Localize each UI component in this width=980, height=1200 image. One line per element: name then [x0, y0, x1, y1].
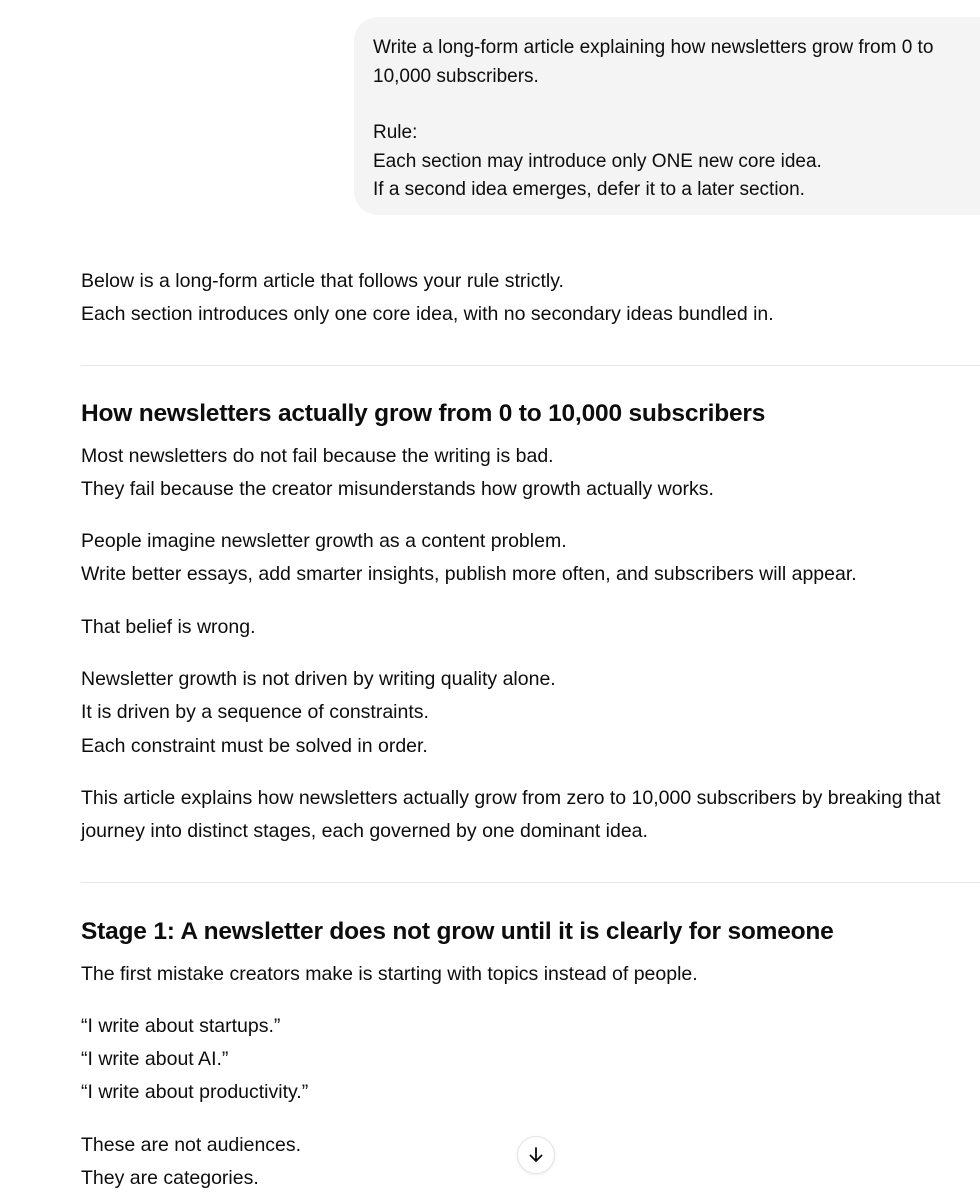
intro-line: Each section introduces only one core idea, with no secondary ideas bundled in. [81, 303, 774, 326]
paragraph-line: Each constraint must be solved in order. [81, 734, 428, 757]
article-paragraph [81, 611, 980, 644]
stage1-paragraph [81, 958, 980, 991]
user-message-line: Write a long-form article explaining how newsletters grow from 0 to [373, 37, 934, 58]
paragraph-line: Write better essays, add smarter insights, publish more often, and subscribers will appear. [81, 563, 857, 586]
user-message-bubble [354, 17, 980, 215]
intro-line: Below is a long-form article that follows your rule strictly. [81, 270, 564, 292]
article-paragraph [81, 440, 980, 507]
article-paragraph [81, 663, 980, 763]
paragraph-line: It is driven by a sequence of constraints. [81, 701, 429, 724]
article-title: How newsletters actually grow from 0 to 10,000 subscribers [81, 399, 766, 427]
paragraph-line: This article explains how newsletters actually grow from zero to 10,000 subscribers by breaking that journey into distinct stages, each governed by one dominant idea. [81, 786, 941, 843]
scroll-to-bottom-button[interactable] [517, 1136, 555, 1174]
paragraph-line: These are not audiences. [81, 1133, 302, 1156]
assistant-message [81, 265, 980, 1200]
user-message-rule: Each section may introduce only ONE new core idea. [373, 150, 822, 172]
arrow-down-icon [526, 1145, 546, 1165]
paragraph-line: That belief is wrong. [81, 615, 256, 638]
article-title-wrap [81, 366, 980, 440]
article-paragraph [81, 782, 941, 849]
assistant-intro [81, 265, 980, 332]
paragraph-line: The first mistake creators make is starting with topics instead of people. [81, 962, 698, 985]
stage1-title: Stage 1: A newsletter does not grow until it is clearly for someone [81, 917, 834, 945]
paragraph-line: They are categories. [81, 1167, 259, 1190]
paragraph-line: People imagine newsletter growth as a content problem. [81, 530, 567, 553]
stage1-title-wrap [81, 883, 980, 958]
user-message-line: 10,000 subscribers. [373, 65, 539, 87]
paragraph-line: “I write about AI.” [81, 1048, 229, 1071]
paragraph-line: Most newsletters do not fail because the writing is bad. [81, 444, 554, 467]
paragraph-line: Newsletter growth is not driven by writing quality alone. [81, 668, 556, 691]
paragraph-line: “I write about productivity.” [81, 1081, 309, 1104]
user-message-rule-label: Rule: [373, 122, 418, 143]
stage1-paragraph [81, 1010, 980, 1110]
paragraph-line: They fail because the creator misunderstands how growth actually works. [81, 477, 714, 500]
article-paragraph [81, 525, 980, 592]
user-message-rule: If a second idea emerges, defer it to a later section. [373, 179, 805, 200]
paragraph-line: “I write about startups.” [81, 1014, 281, 1037]
